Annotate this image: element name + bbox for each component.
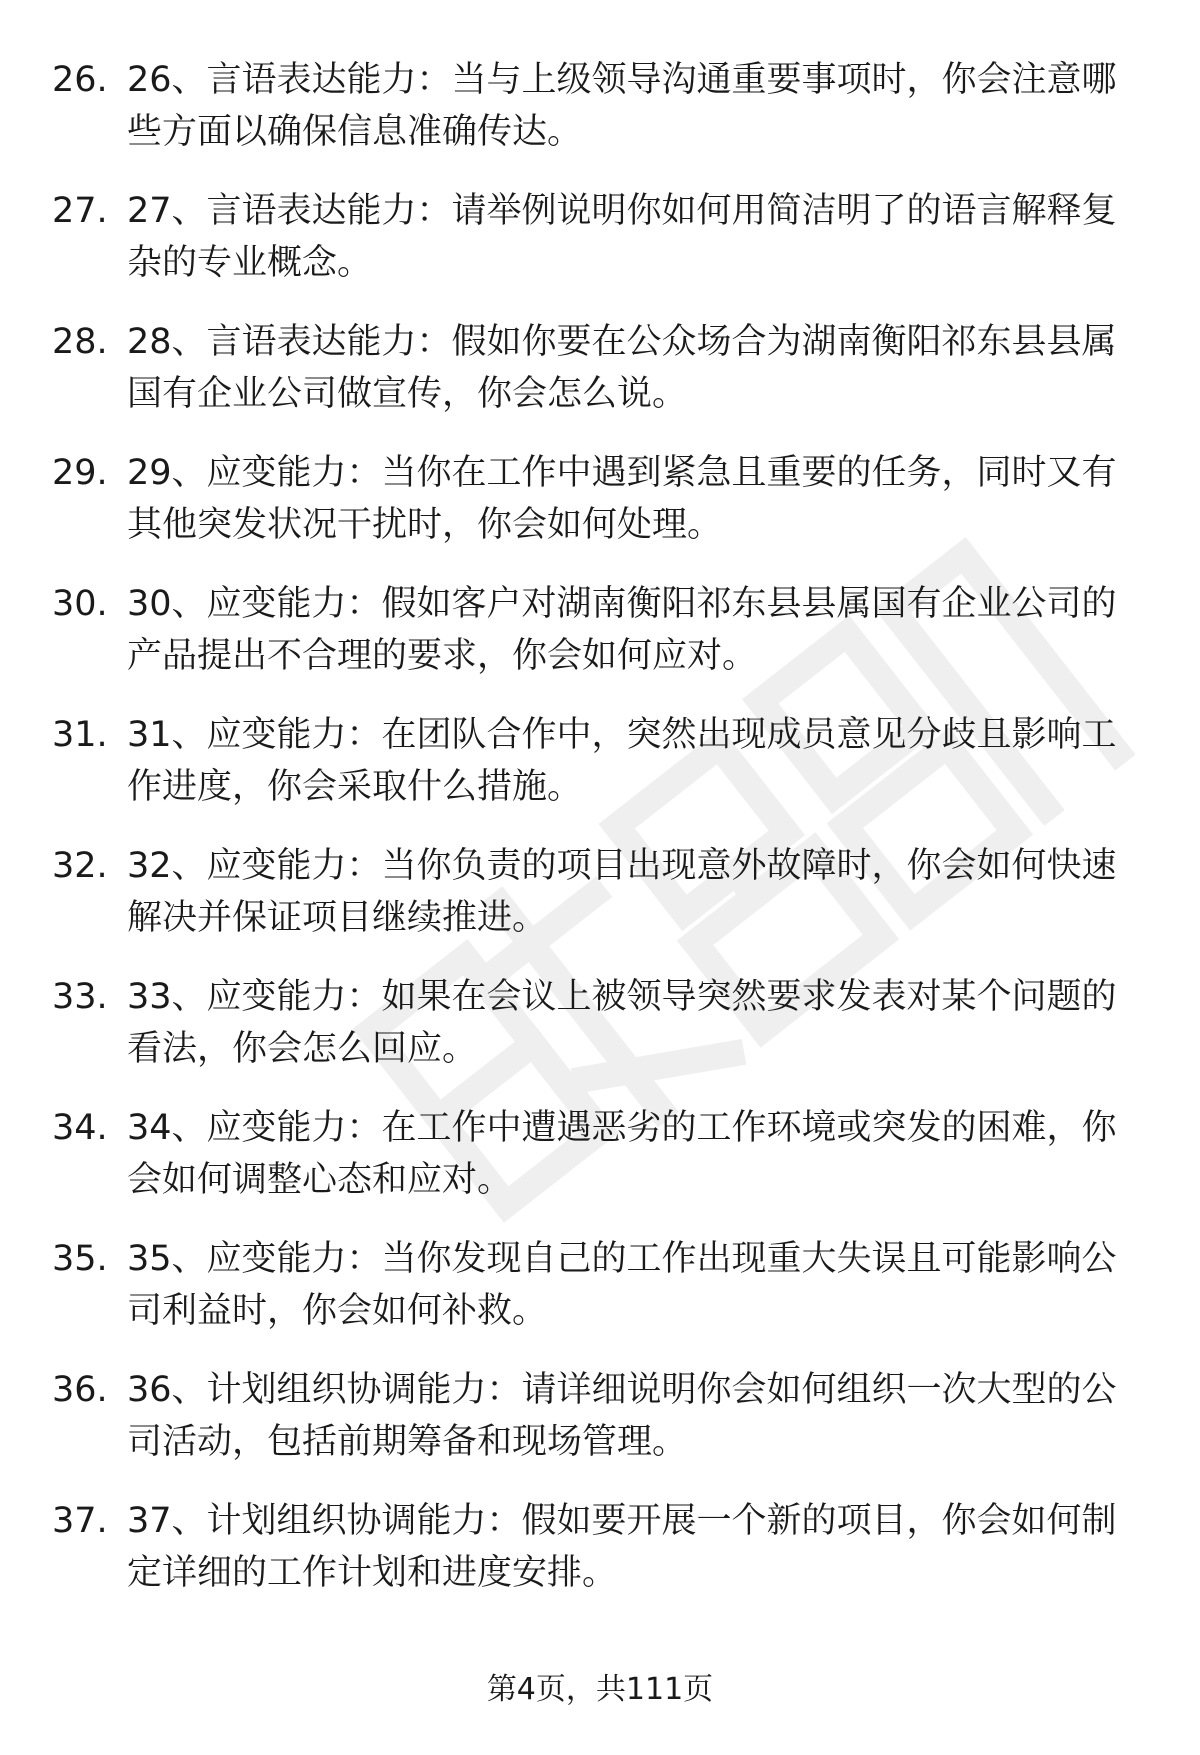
question-text: 35、应变能力：当你发现自己的工作出现重大失误且可能影响公司利益时，你会如何补救。	[127, 1239, 1117, 1331]
question-text: 27、言语表达能力：请举例说明你如何用简洁明了的语言解释复杂的专业概念。	[127, 191, 1117, 283]
question-text: 31、应变能力：在团队合作中，突然出现成员意见分歧且影响工作进度，你会采取什么措施。	[127, 715, 1117, 807]
question-text: 30、应变能力：假如客户对湖南衡阳祁东县县属国有企业公司的产品提出不合理的要求，你会如何应对。	[127, 584, 1117, 676]
question-text: 32、应变能力：当你负责的项目出现意外故障时，你会如何快速解决并保证项目继续推进。	[127, 846, 1117, 938]
question-list	[0, 54, 1200, 1626]
page-footer	[0, 1670, 1200, 1710]
question-item-28	[0, 316, 1200, 447]
question-item-27	[0, 185, 1200, 316]
question-number: 26.	[52, 60, 108, 100]
question-item-31	[0, 709, 1200, 840]
question-item-29	[0, 447, 1200, 578]
question-item-33	[0, 971, 1200, 1102]
question-text: 26、言语表达能力：当与上级领导沟通重要事项时，你会注意哪些方面以确保信息准确传达。	[127, 60, 1117, 152]
question-text: 37、计划组织协调能力：假如要开展一个新的项目，你会如何制定详细的工作计划和进度安排。	[127, 1501, 1117, 1593]
question-text: 36、计划组织协调能力：请详细说明你会如何组织一次大型的公司活动，包括前期筹备和现场管理。	[127, 1370, 1117, 1462]
question-number: 29.	[52, 453, 108, 493]
question-number: 30.	[52, 584, 108, 624]
question-number: 27.	[52, 191, 108, 231]
question-number: 37.	[52, 1501, 108, 1541]
question-item-35	[0, 1233, 1200, 1364]
question-item-32	[0, 840, 1200, 971]
question-text: 34、应变能力：在工作中遭遇恶劣的工作环境或突发的困难，你会如何调整心态和应对。	[127, 1108, 1117, 1200]
question-item-34	[0, 1102, 1200, 1233]
page-number-label: 第4页，共111页	[486, 1672, 714, 1707]
question-item-36	[0, 1364, 1200, 1495]
question-item-30	[0, 578, 1200, 709]
question-text: 33、应变能力：如果在会议上被领导突然要求发表对某个问题的看法，你会怎么回应。	[127, 977, 1117, 1069]
question-number: 36.	[52, 1370, 108, 1410]
question-number: 28.	[52, 322, 108, 362]
question-number: 32.	[52, 846, 108, 886]
question-item-26	[0, 54, 1200, 185]
question-number: 35.	[52, 1239, 108, 1279]
question-text: 29、应变能力：当你在工作中遇到紧急且重要的任务，同时又有其他突发状况干扰时，你会如何处理。	[127, 453, 1117, 545]
question-number: 31.	[52, 715, 108, 755]
question-number: 34.	[52, 1108, 108, 1148]
question-number: 33.	[52, 977, 108, 1017]
question-item-37	[0, 1495, 1200, 1626]
question-text: 28、言语表达能力：假如你要在公众场合为湖南衡阳祁东县县属国有企业公司做宣传，你会怎么说。	[127, 322, 1117, 414]
